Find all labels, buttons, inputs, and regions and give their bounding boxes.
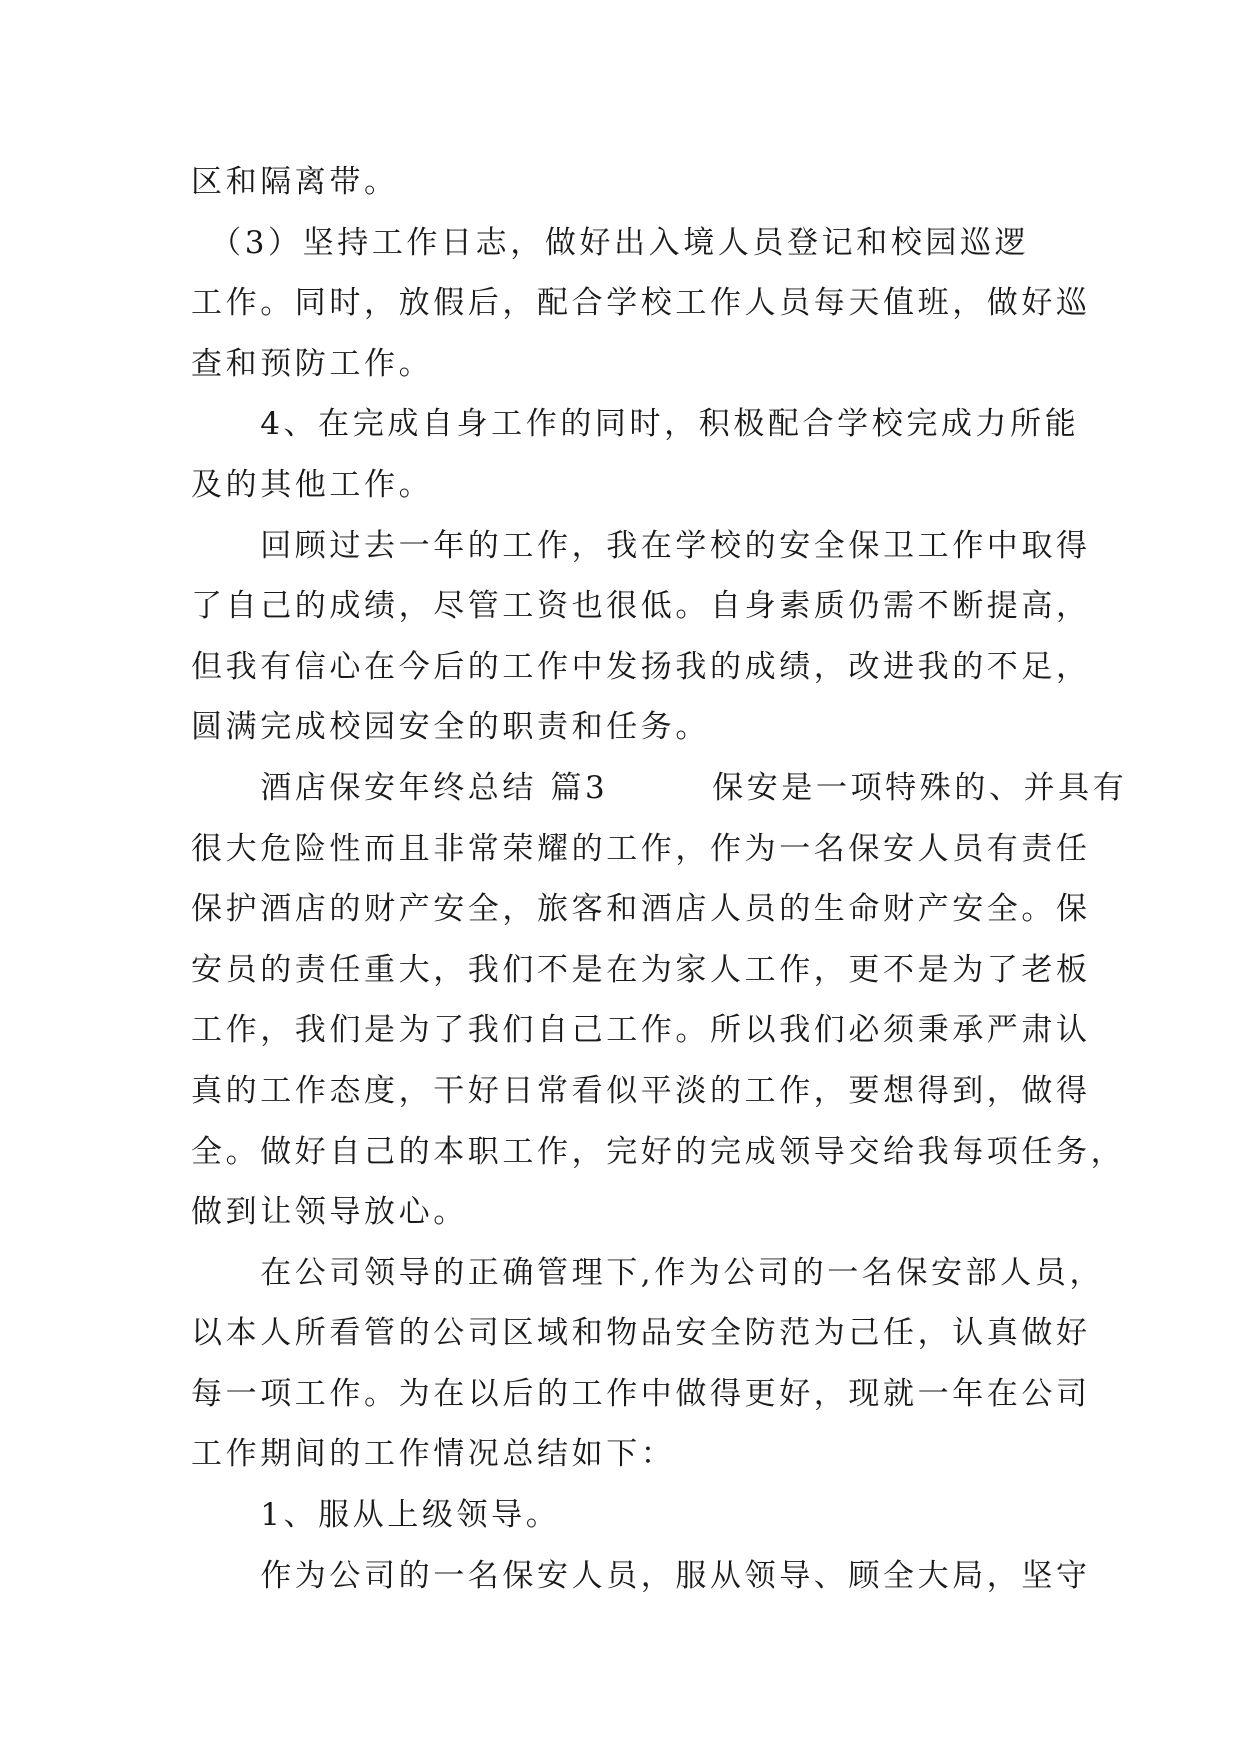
text-line: 酒店保安年终总结 篇3 保安是一项特殊的、并具有 xyxy=(191,769,1128,806)
document-body xyxy=(191,152,1128,1606)
text-line: 查和预防工作。 xyxy=(191,345,434,382)
text-line: 保护酒店的财产安全，旅客和酒店人员的生命财产安全。保 xyxy=(191,891,1091,928)
text-line: 全。做好自己的本职工作，完好的完成领导交给我每项任务， xyxy=(191,1133,1126,1170)
text-line: 做到让领导放心。 xyxy=(191,1194,468,1231)
text-line: 区和隔离带。 xyxy=(191,164,399,200)
text-line: 作为公司的一名保安人员，服从领导、顾全大局，坚守 xyxy=(191,1557,1091,1594)
text-line: 安员的责任重大，我们不是在为家人工作，更不是为了老板 xyxy=(191,951,1091,988)
text-line: 在公司领导的正确管理下,作为公司的一名保安部人员， xyxy=(191,1254,1105,1291)
text-line: 很大危险性而且非常荣耀的工作，作为一名保安人员有责任 xyxy=(191,830,1091,867)
text-line: 1、服从上级领导。 xyxy=(191,1497,561,1534)
text-line: 真的工作态度，干好日常看似平淡的工作，要想得到，做得 xyxy=(191,1072,1091,1109)
text-line: 及的其他工作。 xyxy=(191,466,434,503)
text-line: 了自己的成绩，尽管工资也很低。自身素质仍需不断提高， xyxy=(191,588,1091,625)
text-line: 但我有信心在今后的工作中发扬我的成绩，改进我的不足， xyxy=(191,648,1091,685)
text-line: 圆满完成校园安全的职责和任务。 xyxy=(191,709,710,746)
text-line: 回顾过去一年的工作，我在学校的安全保卫工作中取得 xyxy=(191,527,1091,564)
text-line: 工作。同时，放假后，配合学校工作人员每天值班，做好巡 xyxy=(191,285,1091,322)
text-line: 工作期间的工作情况总结如下： xyxy=(191,1436,676,1473)
text-line: （3）坚持工作日志，做好出入境人员登记和校园巡逻 xyxy=(191,224,1030,261)
text-line: 工作，我们是为了我们自己工作。所以我们必须秉承严肃认 xyxy=(191,1012,1091,1049)
text-line: 以本人所看管的公司区域和物品安全防范为己任，认真做好 xyxy=(191,1315,1091,1352)
text-line: 4、在完成自身工作的同时，积极配合学校完成力所能 xyxy=(191,406,1080,443)
text-line: 每一项工作。为在以后的工作中做得更好，现就一年在公司 xyxy=(191,1375,1091,1412)
